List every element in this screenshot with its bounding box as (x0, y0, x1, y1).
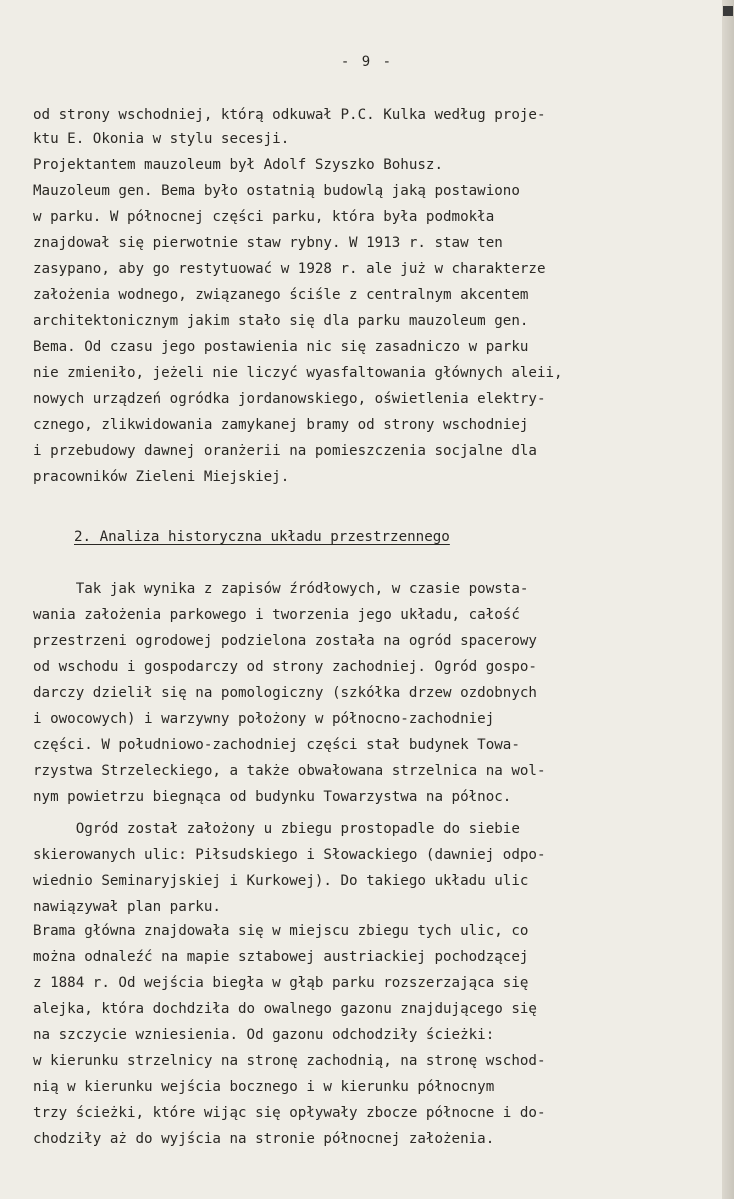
text-line: w kierunku strzelnicy na stronę zachodnią, na stronę wschod- (33, 1053, 546, 1069)
text-line: Bema. Od czasu jego postawienia nic się zasadniczo w parku (33, 339, 529, 355)
text-line: nie zmieniło, jeżeli nie liczyć wyasfaltowania głównych aleii, (33, 365, 563, 381)
text-line: rzystwa Strzeleckiego, a także obwałowana strzelnica na wol- (33, 763, 546, 779)
text-line: chodziły aż do wyjścia na stronie północnej założenia. (33, 1131, 495, 1147)
text-line: wania założenia parkowego i tworzenia jego układu, całość (33, 607, 520, 623)
page-edge (722, 0, 734, 1199)
text-line: można odnaleźć na mapie sztabowej austriackiej pochodzącej (33, 949, 529, 965)
text-line: architektonicznym jakim stało się dla parku mauzoleum gen. (33, 313, 529, 329)
text-line: części. W południowo-zachodniej części stał budynek Towa- (33, 737, 520, 753)
text-line: na szczycie wzniesienia. Od gazonu odchodziły ścieżki: (33, 1027, 495, 1043)
text-line: Tak jak wynika z zapisów źródłowych, w czasie powsta- (33, 581, 529, 597)
text-line: znajdował się pierwotnie staw rybny. W 1913 r. staw ten (33, 235, 503, 251)
text-line: trzy ścieżki, które wijąc się opływały zbocze północne i do- (33, 1105, 546, 1121)
text-line: zasypano, aby go restytuować w 1928 r. ale już w charakterze (33, 261, 546, 277)
text-line: ktu E. Okonia w stylu secesji. (33, 131, 290, 147)
text-line: założenia wodnego, związanego ściśle z centralnym akcentem (33, 287, 529, 303)
text-line: i owocowych) i warzywny położony w północno-zachodniej (33, 711, 495, 727)
text-line: Mauzoleum gen. Bema było ostatnią budowlą jaką postawiono (33, 183, 520, 199)
text-line: pracowników Zieleni Miejskiej. (33, 469, 290, 485)
text-line: nią w kierunku wejścia bocznego i w kierunku północnym (33, 1079, 495, 1095)
text-line: przestrzeni ogrodowej podzielona została na ogród spacerowy (33, 633, 537, 649)
text-line: Brama główna znajdowała się w miejscu zbiegu tych ulic, co (33, 923, 529, 939)
text-line: od wschodu i gospodarczy od strony zachodniej. Ogród gospo- (33, 659, 537, 675)
text-line: cznego, zlikwidowania zamykanej bramy od strony wschodniej (33, 417, 529, 433)
text-line: darczy dzielił się na pomologiczny (szkółka drzew ozdobnych (33, 685, 537, 701)
text-line: z 1884 r. Od wejścia biegła w głąb parku rozszerzająca się (33, 975, 529, 991)
text-line: w parku. W północnej części parku, która była podmokła (33, 209, 495, 225)
text-line: nowych urządzeń ogródka jordanowskiego, oświetlenia elektry- (33, 391, 546, 407)
text-line: alejka, która dochdziła do owalnego gazonu znajdującego się (33, 1001, 537, 1017)
text-line: skierowanych ulic: Piłsudskiego i Słowackiego (dawniej odpo- (33, 847, 546, 863)
text-line: Projektantem mauzoleum był Adolf Szyszko Bohusz. (33, 157, 443, 173)
text-line: wiednio Seminaryjskiej i Kurkowej). Do takiego układu ulic (33, 873, 529, 889)
text-line: od strony wschodniej, którą odkuwał P.C. Kulka według proje- (33, 107, 546, 123)
section-heading: 2. Analiza historyczna układu przestrzennego (74, 529, 450, 545)
text-line: nym powietrzu biegnąca od budynku Towarzystwa na północ. (33, 789, 512, 805)
text-line: nawiązywał plan parku. (33, 899, 221, 915)
text-line: Ogród został założony u zbiegu prostopadle do siebie (33, 821, 520, 837)
scan-corner-mark (723, 6, 733, 16)
page-number: - 9 - (340, 54, 394, 70)
text-line: i przebudowy dawnej oranżerii na pomieszczenia socjalne dla (33, 443, 537, 459)
